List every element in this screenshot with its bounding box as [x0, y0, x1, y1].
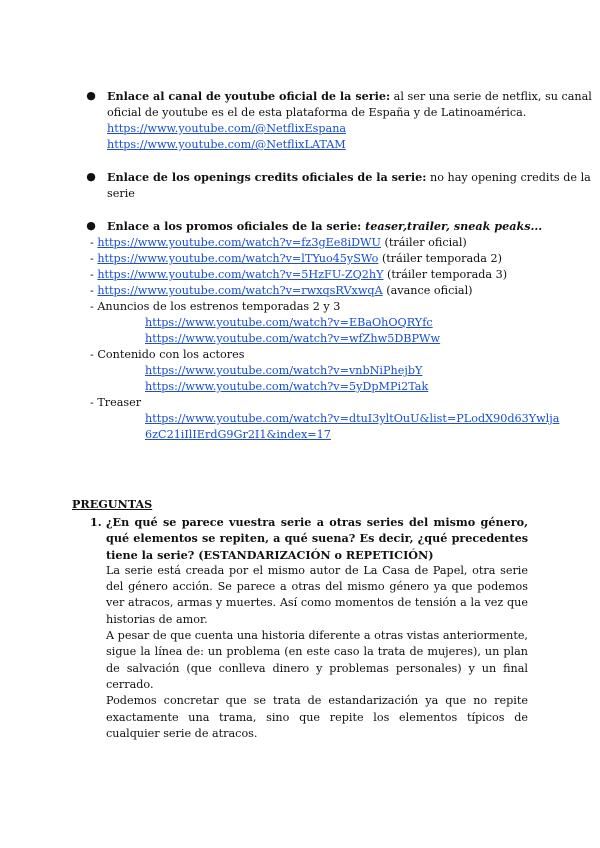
link-announcement-1[interactable]: https://www.youtube.com/watch?v=EBaOhOQRYfc — [145, 316, 433, 329]
link-trailer-official[interactable]: https://www.youtube.com/watch?v=fz3gEe8iDWU — [97, 236, 381, 249]
promo-prefix: - — [90, 284, 98, 297]
link-netflix-espana[interactable]: https://www.youtube.com/@NetflixEspana — [107, 122, 347, 135]
bullet-dot: ● — [86, 89, 96, 102]
youtube-channel-text-2: oficial de youtube es el de esta plataforma de España y de Latinoamérica. — [107, 106, 527, 119]
question-number: 1. — [90, 515, 102, 529]
link-netflix-latam[interactable]: https://www.youtube.com/@NetflixLATAM — [107, 138, 346, 151]
openings-line — [107, 169, 591, 186]
bullet-dot: ● — [86, 170, 96, 183]
promo-item — [90, 235, 532, 251]
promo-prefix: - — [90, 268, 98, 281]
promo-prefix: - — [90, 252, 98, 265]
youtube-channel-text-1: al ser una serie de netflix, su canal — [390, 90, 592, 103]
promo-prefix: - — [90, 236, 98, 249]
youtube-channel-line — [107, 88, 592, 105]
bullet-youtube-channel — [86, 88, 592, 158]
answer-paragraph-2: A pesar de que cuenta una historia diferente a otras vistas anteriormente, sigue la línea de: un problema (en este caso la trata de mujeres), un plan de salvación (que conlleva dinero y problemas personales) y un final cerrado. — [106, 629, 528, 691]
link-official-preview[interactable]: https://www.youtube.com/watch?v=rwxqsRVxwqA — [97, 284, 383, 297]
link-trailer-season-2[interactable]: https://www.youtube.com/watch?v=lTYuo45ySWo — [97, 252, 379, 265]
questions-title: PREGUNTAS — [72, 497, 153, 511]
promo-suffix: (avance oficial) — [382, 284, 473, 297]
promo-suffix: (tráiler temporada 2) — [378, 252, 503, 265]
openings-text-2: serie — [107, 187, 135, 200]
link-actors-2[interactable]: https://www.youtube.com/watch?v=5yDpMPi2Tak — [145, 380, 429, 393]
promos-label-italic: teaser,trailer, sneak peaks... — [365, 219, 543, 233]
promo-suffix: (tráiler oficial) — [381, 236, 467, 249]
question-text: ¿En qué se parece vuestra serie a otras series del mismo género, qué elementos se repiten, a qué suena? Es decir, ¿qué precedentes tiene la serie? (ESTANDARIZACIÓN o REPETICIÓN) — [106, 515, 528, 562]
bullet-openings — [86, 169, 591, 205]
answer-paragraph-3: Podemos concretar que se trata de estandarización ya que no repite exactamente una trama, sino que repite los elementos típicos de cualquier serie de atracos. — [106, 694, 528, 740]
promos-heading — [107, 218, 543, 235]
link-trailer-season-3[interactable]: https://www.youtube.com/watch?v=5HzFU-ZQ2hY — [97, 268, 384, 281]
link-announcement-2[interactable]: https://www.youtube.com/watch?v=wfZhw5DBPWw — [145, 332, 441, 345]
promos-label: Enlace a los promos oficiales de la serie: — [107, 219, 366, 233]
actors-label: - Contenido con los actores — [90, 348, 245, 361]
answer-paragraph-1: La serie está creada por el mismo autor de La Casa de Papel, otra serie del género acción. Se parece a otras del mismo género ya que podemos ver atracos, armas y muertes. Así como momentos de tensión a la vez que historias de amor. — [106, 563, 528, 626]
promo-suffix: (tráiler temporada 3) — [383, 268, 508, 281]
youtube-channel-label: Enlace al canal de youtube oficial de la serie: — [107, 89, 391, 103]
question-1 — [106, 514, 528, 742]
link-actors-1[interactable]: https://www.youtube.com/watch?v=vnbNiPhejbY — [145, 364, 423, 377]
promo-item — [90, 283, 532, 299]
promo-item — [90, 267, 532, 283]
promo-item — [90, 251, 532, 267]
link-treaser-line-1[interactable]: https://www.youtube.com/watch?v=dtuI3yltOuU&list=PLodX90d63Ywlja — [145, 412, 560, 425]
bullet-dot: ● — [86, 219, 96, 232]
announcements-label: - Anuncios de los estrenos temporadas 2 y 3 — [90, 300, 341, 313]
openings-text-1: no hay opening credits de la — [426, 171, 591, 184]
bullet-promos — [86, 218, 560, 448]
treaser-label: - Treaser — [90, 396, 142, 409]
link-treaser-line-2[interactable]: 6zC21iIlIErdG9Gr2I1&index=17 — [145, 428, 331, 441]
openings-label: Enlace de los openings credits oficiales de la serie: — [107, 170, 427, 184]
